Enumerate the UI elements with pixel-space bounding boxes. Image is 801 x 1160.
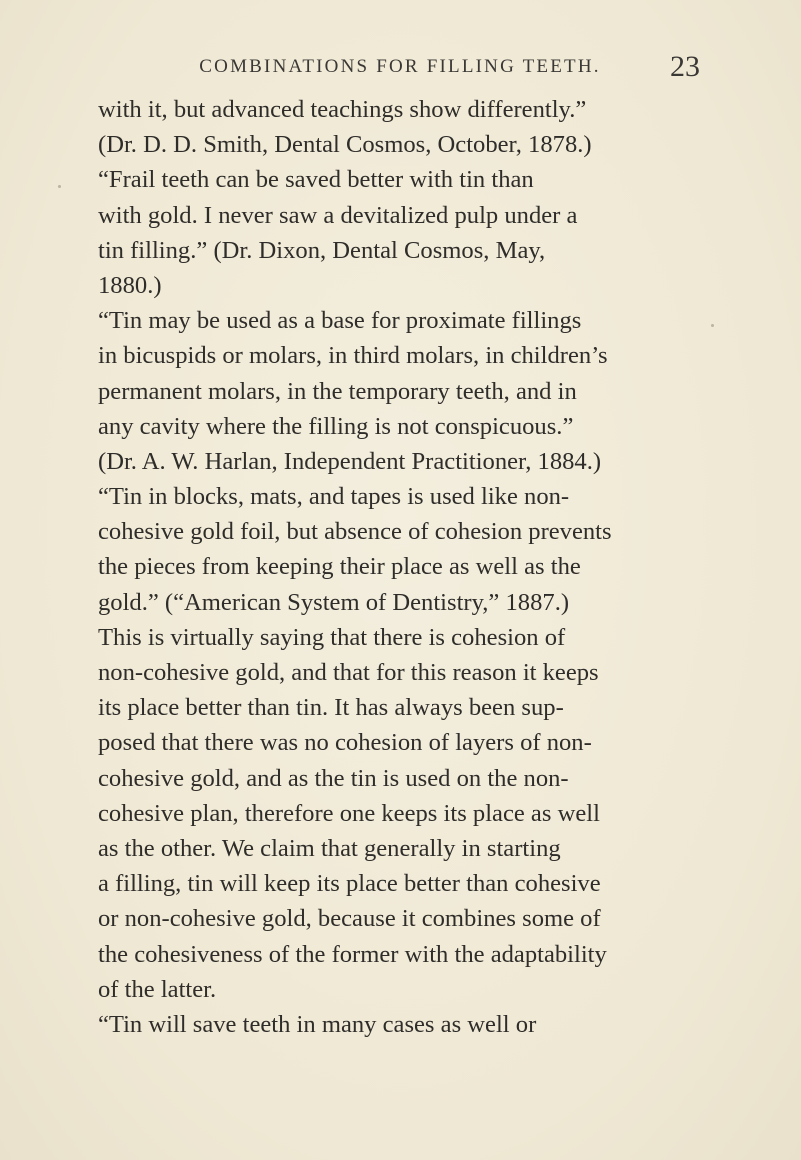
running-title: COMBINATIONS FOR FILLING TEETH. [199, 56, 601, 77]
text-line: permanent molars, in the temporary teeth, and in [98, 377, 577, 405]
running-head [0, 50, 801, 86]
paper-speck [58, 185, 61, 188]
page-number: 23 [670, 50, 700, 83]
text-line: (Dr. A. W. Harlan, Independent Practitioner, 1884.) [98, 447, 602, 475]
paper-speck [711, 324, 714, 327]
text-line: of the latter. [98, 975, 217, 1003]
text-line: tin filling.” (Dr. Dixon, Dental Cosmos, May, [98, 236, 546, 264]
text-line: the pieces from keeping their place as well as the [98, 553, 581, 581]
text-line: cohesive gold foil, but absence of cohesion prevents [98, 518, 612, 546]
body-text [98, 92, 698, 1042]
text-line: “Tin will save teeth in many cases as well or [98, 1010, 537, 1038]
text-line: gold.” (“American System of Dentistry,” 1887.) [98, 588, 570, 616]
text-line: or non-cohesive gold, because it combines some of [98, 905, 601, 933]
text-line: (Dr. D. D. Smith, Dental Cosmos, October, 1878.) [98, 131, 592, 159]
text-line: non-cohesive gold, and that for this reason it keeps [98, 659, 599, 686]
text-line: any cavity where the filling is not conspicuous.” [98, 412, 574, 440]
text-line: as the other. We claim that generally in starting [98, 834, 561, 862]
text-line: cohesive gold, and as the tin is used on the non- [98, 764, 569, 792]
text-line: its place better than tin. It has always been sup- [98, 694, 564, 722]
text-line: posed that there was no cohesion of layers of non- [98, 729, 592, 757]
text-line: This is virtually saying that there is cohesion of [98, 623, 566, 651]
text-line: the cohesiveness of the former with the adaptability [98, 940, 607, 968]
text-line: with gold. I never saw a devitalized pulp under a [98, 201, 578, 229]
text-line: cohesive plan, therefore one keeps its place as well [98, 799, 600, 827]
text-line: “Tin may be used as a base for proximate fillings [98, 307, 582, 335]
text-line: “Tin in blocks, mats, and tapes is used like non- [98, 483, 570, 511]
text-line: “Frail teeth can be saved better with tin than [98, 166, 534, 194]
text-line: a filling, tin will keep its place better than cohesive [98, 870, 601, 898]
text-line: with it, but advanced teachings show differently.” [98, 96, 587, 123]
text-line: in bicuspids or molars, in third molars, in children’s [98, 342, 608, 370]
text-line: 1880.) [98, 271, 162, 299]
